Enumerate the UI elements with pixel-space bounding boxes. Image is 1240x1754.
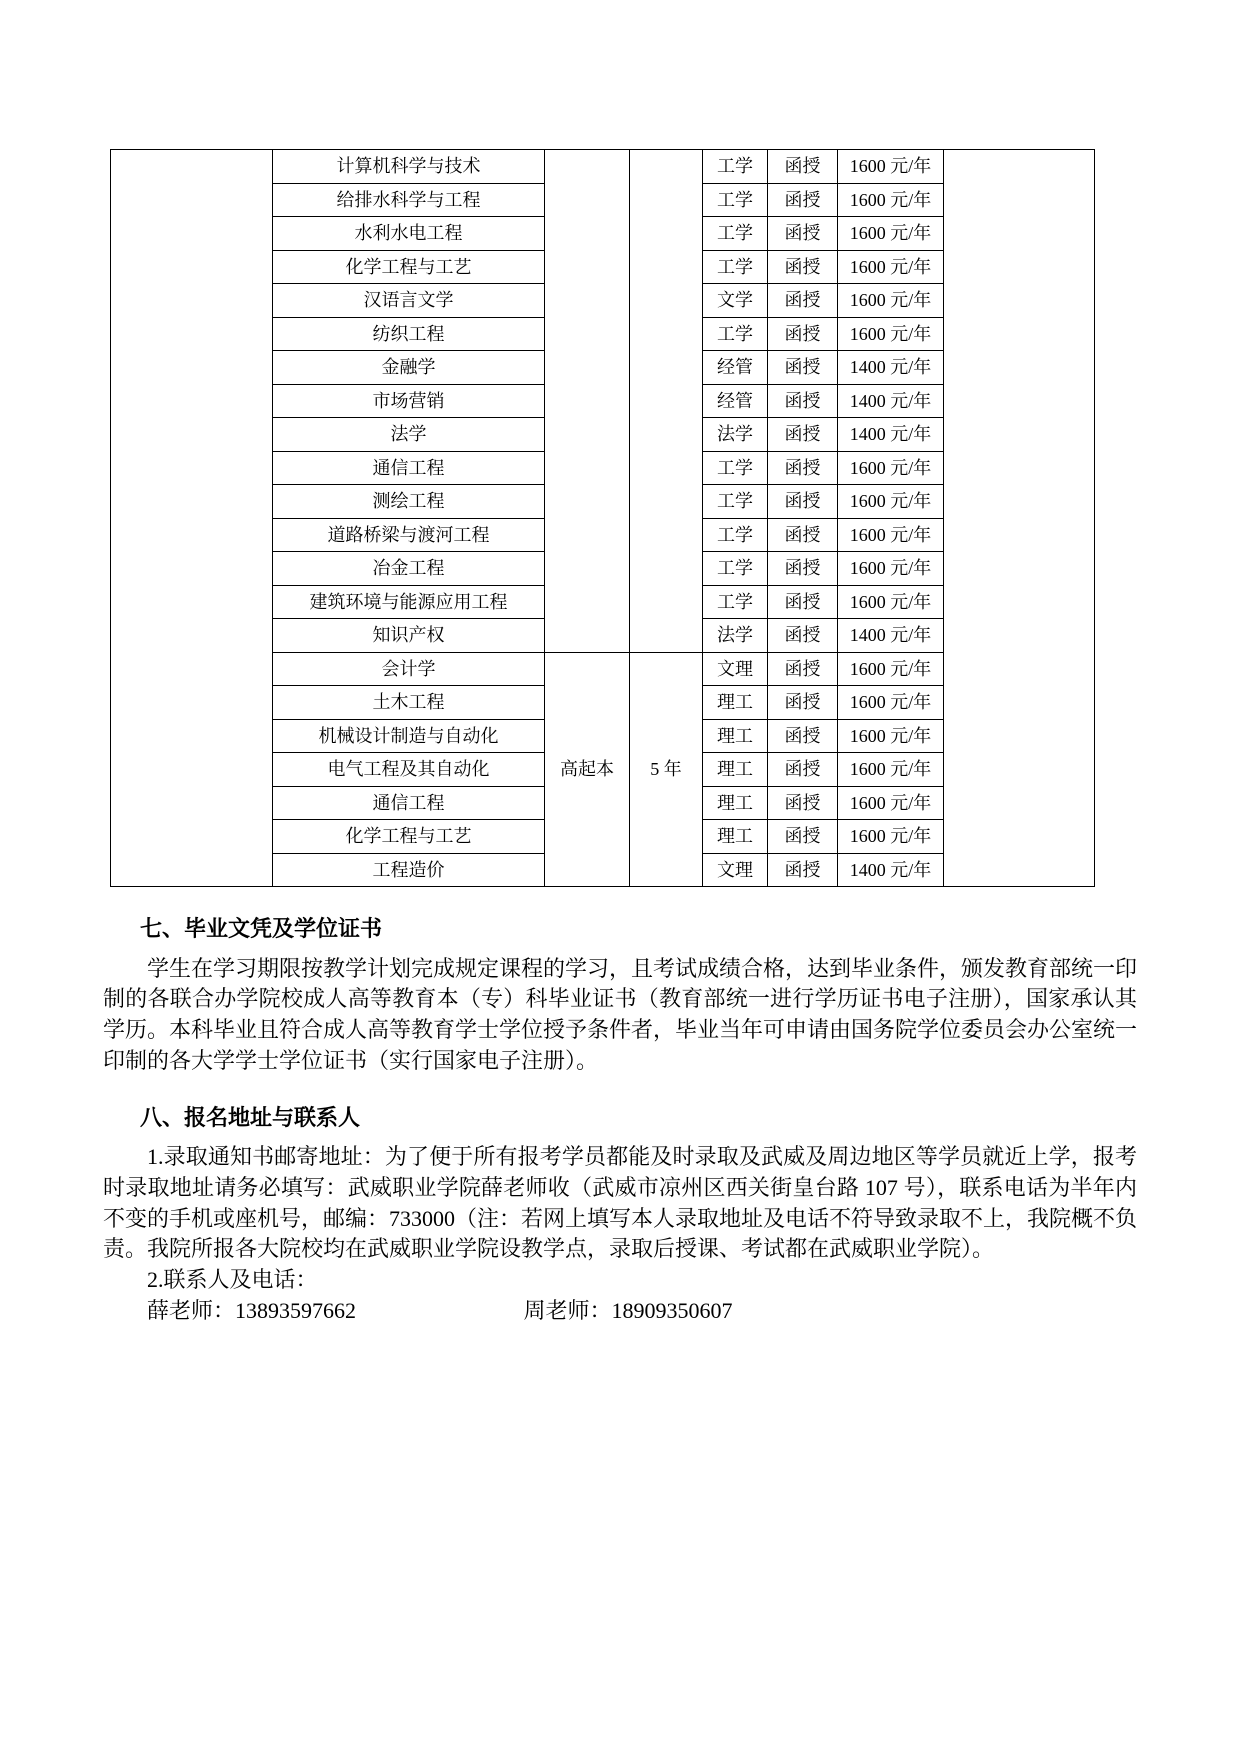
duration-cell: 5 年	[630, 652, 703, 887]
form-cell: 函授	[768, 351, 838, 385]
category-cell: 工学	[703, 317, 768, 351]
major-cell: 市场营销	[273, 384, 545, 418]
form-cell: 函授	[768, 719, 838, 753]
major-cell: 通信工程	[273, 451, 545, 485]
category-cell: 工学	[703, 585, 768, 619]
category-cell: 工学	[703, 485, 768, 519]
form-cell: 函授	[768, 585, 838, 619]
section-7-heading: 七、毕业文凭及学位证书	[140, 916, 383, 941]
level-cell	[545, 150, 630, 653]
section-8-heading: 八、报名地址与联系人	[140, 1104, 361, 1130]
form-cell: 函授	[768, 317, 838, 351]
duration-cell	[630, 150, 703, 653]
tuition-cell: 1600 元/年	[838, 317, 944, 351]
section-8-paragraph-1: 1.录取通知书邮寄地址：为了便于所有报考学员都能及时录取及武威及周边地区等学员就近上学，报考时录取地址请务必填写：武威职业学院薛老师收（武威市凉州区西关街皇台路 107 号），联系电话为半年内不变的手机或座机号，邮编：733000（注：若网上填写本人录取地址及电话不符导致录取不上，我院概不负责。我院所报各大院校均在武威职业学院设教学点，录取后授课、考试都在武威职业学院）。	[103, 1144, 1138, 1262]
tuition-cell: 1400 元/年	[838, 384, 944, 418]
form-cell: 函授	[768, 217, 838, 251]
major-cell: 工程造价	[273, 853, 545, 887]
contact-teacher-2: 周老师：18909350607	[523, 1297, 733, 1323]
form-cell: 函授	[768, 183, 838, 217]
major-cell: 水利水电工程	[273, 217, 545, 251]
major-cell: 建筑环境与能源应用工程	[273, 585, 545, 619]
category-cell: 经管	[703, 384, 768, 418]
major-cell: 道路桥梁与渡河工程	[273, 518, 545, 552]
form-cell: 函授	[768, 418, 838, 452]
form-cell: 函授	[768, 786, 838, 820]
tuition-cell: 1600 元/年	[838, 552, 944, 586]
tuition-cell: 1600 元/年	[838, 451, 944, 485]
major-cell: 法学	[273, 418, 545, 452]
tuition-cell: 1600 元/年	[838, 183, 944, 217]
form-cell: 函授	[768, 451, 838, 485]
form-cell: 函授	[768, 250, 838, 284]
major-cell: 土木工程	[273, 686, 545, 720]
category-cell: 法学	[703, 619, 768, 653]
tuition-cell: 1400 元/年	[838, 853, 944, 887]
tuition-cell: 1600 元/年	[838, 518, 944, 552]
tuition-cell: 1600 元/年	[838, 686, 944, 720]
major-cell: 汉语言文学	[273, 284, 545, 318]
table-row	[111, 150, 1095, 184]
category-cell: 经管	[703, 351, 768, 385]
category-cell: 文学	[703, 284, 768, 318]
form-cell: 函授	[768, 820, 838, 854]
form-cell: 函授	[768, 485, 838, 519]
category-cell: 工学	[703, 183, 768, 217]
category-cell: 理工	[703, 719, 768, 753]
tuition-cell: 1600 元/年	[838, 585, 944, 619]
major-cell: 冶金工程	[273, 552, 545, 586]
form-cell: 函授	[768, 518, 838, 552]
tuition-cell: 1600 元/年	[838, 217, 944, 251]
form-cell: 函授	[768, 753, 838, 787]
category-cell: 理工	[703, 820, 768, 854]
category-cell: 理工	[703, 753, 768, 787]
tuition-cell: 1600 元/年	[838, 820, 944, 854]
form-cell: 函授	[768, 686, 838, 720]
tuition-cell: 1600 元/年	[838, 786, 944, 820]
category-cell: 工学	[703, 150, 768, 184]
programs-table-container	[110, 149, 1094, 887]
section-7	[103, 914, 1137, 1077]
major-cell: 金融学	[273, 351, 545, 385]
form-cell: 函授	[768, 652, 838, 686]
tuition-cell: 1600 元/年	[838, 284, 944, 318]
major-cell: 机械设计制造与自动化	[273, 719, 545, 753]
major-cell: 化学工程与工艺	[273, 820, 545, 854]
tuition-cell: 1600 元/年	[838, 753, 944, 787]
major-cell: 知识产权	[273, 619, 545, 653]
category-cell: 工学	[703, 451, 768, 485]
tuition-cell: 1600 元/年	[838, 719, 944, 753]
major-cell: 会计学	[273, 652, 545, 686]
major-cell: 化学工程与工艺	[273, 250, 545, 284]
category-cell: 理工	[703, 686, 768, 720]
category-cell: 理工	[703, 786, 768, 820]
major-cell: 通信工程	[273, 786, 545, 820]
form-cell: 函授	[768, 384, 838, 418]
contact-teacher-1: 薛老师：13893597662	[147, 1297, 357, 1323]
major-cell: 给排水科学与工程	[273, 183, 545, 217]
tuition-cell: 1400 元/年	[838, 351, 944, 385]
category-cell: 文理	[703, 652, 768, 686]
category-cell: 工学	[703, 250, 768, 284]
category-cell: 工学	[703, 217, 768, 251]
form-cell: 函授	[768, 853, 838, 887]
category-cell: 工学	[703, 518, 768, 552]
category-cell: 工学	[703, 552, 768, 586]
major-cell: 测绘工程	[273, 485, 545, 519]
tuition-cell: 1600 元/年	[838, 250, 944, 284]
contact-line	[103, 1296, 1137, 1327]
form-cell: 函授	[768, 284, 838, 318]
tuition-cell: 1400 元/年	[838, 619, 944, 653]
form-cell: 函授	[768, 552, 838, 586]
section-8-paragraph-2: 2.联系人及电话：	[147, 1267, 318, 1293]
form-cell: 函授	[768, 150, 838, 184]
category-cell: 法学	[703, 418, 768, 452]
left-spacer-cell	[111, 150, 273, 887]
tuition-cell: 1600 元/年	[838, 150, 944, 184]
programs-tbody	[111, 150, 1095, 887]
section-7-paragraph: 学生在学习期限按教学计划完成规定课程的学习，且考试成绩合格，达到毕业条件，颁发教育部统一印制的各联合办学院校成人高等教育本（专）科毕业证书（教育部统一进行学历证书电子注册），国家承认其学历。本科毕业且符合成人高等教育学士学位授予条件者，毕业当年可申请由国务院学位委员会办公室统一印制的各大学学士学位证书（实行国家电子注册）。	[103, 955, 1138, 1073]
document-body	[103, 888, 1137, 1326]
section-8	[103, 1103, 1137, 1327]
major-cell: 计算机科学与技术	[273, 150, 545, 184]
category-cell: 文理	[703, 853, 768, 887]
tuition-cell: 1600 元/年	[838, 485, 944, 519]
right-spacer-cell	[944, 150, 1095, 887]
major-cell: 纺织工程	[273, 317, 545, 351]
major-cell: 电气工程及其自动化	[273, 753, 545, 787]
programs-table	[110, 149, 1095, 887]
tuition-cell: 1600 元/年	[838, 652, 944, 686]
form-cell: 函授	[768, 619, 838, 653]
level-cell: 高起本	[545, 652, 630, 887]
tuition-cell: 1400 元/年	[838, 418, 944, 452]
